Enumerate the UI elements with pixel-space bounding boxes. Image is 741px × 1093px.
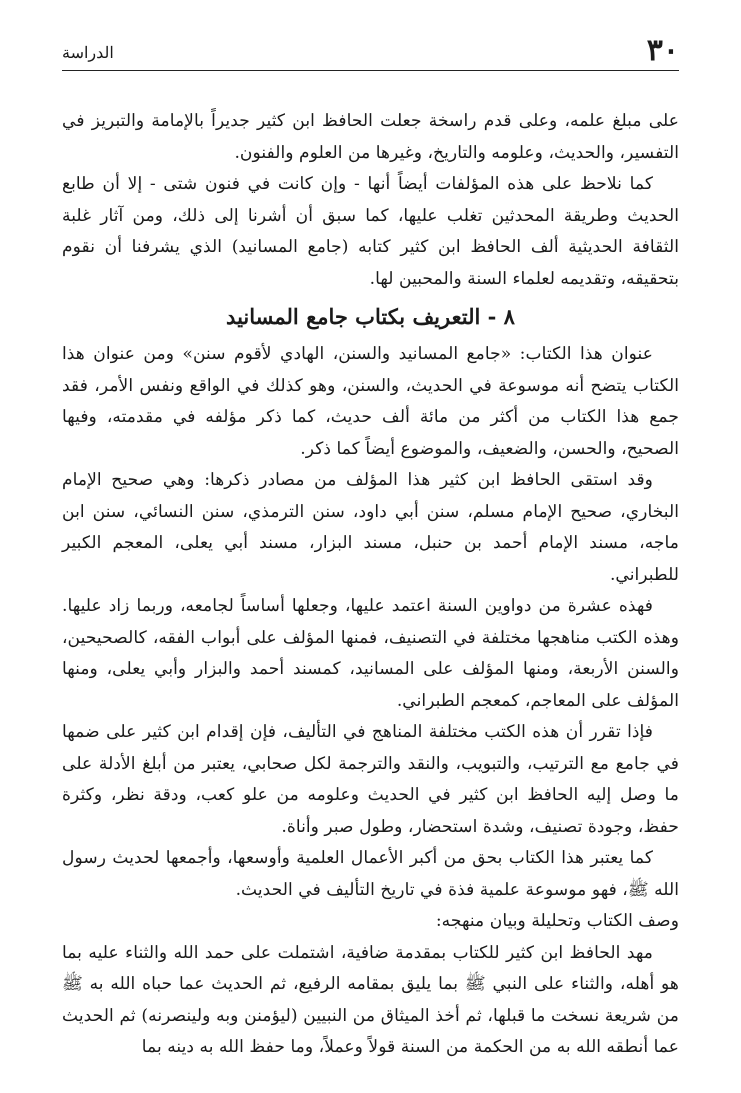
- paragraph: على مبلغ علمه، وعلى قدم راسخة جعلت الحافظ ابن كثير جديراً بالإمامة والتبريز في التفسير، والحديث، وعلومه والتاريخ، وغيرها من العلوم والفنون.: [62, 111, 679, 163]
- page-body: [62, 106, 679, 1064]
- paragraph: وقد استقى الحافظ ابن كثير هذا المؤلف من مصادر ذكرها: وهي صحيح الإمام البخاري، صحيح الإمام مسلم، سنن أبي داود، سنن الترمذي، سنن النسائي، سنن ابن ماجه، مسند الإمام أحمد بن حنبل، مسند البزار، مسند أبي يعلى، المعجم الكبير للطبراني.: [62, 470, 679, 585]
- paragraph: مهد الحافظ ابن كثير للكتاب بمقدمة ضافية، اشتملت على حمد الله والثناء عليه بما هو أهله، والثناء على النبي ﷺ بما يليق بمقامه الرفيع، ثم الحديث عما حباه الله به ﷺ من شريعة نسخت ما قبلها، ثم أخذ الميثاق من النبيين (ليؤمنن وبه ولينصرنه) ثم الحديث عما أنطقه الله به من الحكمة من السنة قولاً وعملاً، وما حفظ الله به دينه بما: [62, 942, 679, 1057]
- paragraph: كما نلاحظ على هذه المؤلفات أيضاً أنها - وإن كانت في فنون شتى - إلا أن طابع الحديث وطريقة المحدثين تغلب عليها، كما سبق أن أشرنا إلى ذلك، ومن آثار غلبة الثقافة الحديثية ألف الحافظ ابن كثير كتابه (جامع المسانيد) الذي يشرفنا أن نقوم بتحقيقه، وتقديمه لعلماء السنة والمحبين لها.: [62, 174, 679, 289]
- running-title: الدراسة: [62, 43, 114, 62]
- page-number: ٣٠: [646, 33, 679, 68]
- page-header: [62, 33, 679, 68]
- paragraph: فإذا تقرر أن هذه الكتب مختلفة المناهج في التأليف، فإن إقدام ابن كثير على ضمها في جامع مع الترتيب، والتبويب، والنقد والترجمة لكل صحابي، يعتبر من أبلغ الأدلة على ما وصل إليه الحافظ ابن كثير في الحديث وعلومه من علو كعب، ودقة نظر، وكثرة حفظ، وجودة تصنيف، وشدة استحضار، وطول صبر وأناة.: [62, 722, 679, 837]
- paragraph: عنوان هذا الكتاب: «جامع المسانيد والسنن، الهادي لأقوم سنن» ومن عنوان هذا الكتاب يتضح أنه موسوعة في الحديث، والسنن، وهو كذلك في الواقع ونفس الأمر، فقد جمع هذا الكتاب من أكثر من مائة ألف حديث، كما ذكر مؤلفه في مقدمته، وفيها الصحيح، والحسن، والضعيف، والموضوع أيضاً كما ذكر.: [62, 344, 679, 459]
- header-divider: [62, 70, 679, 71]
- paragraph: فهذه عشرة من دواوين السنة اعتمد عليها، وجعلها أساساً لجامعه، وربما زاد عليها. وهذه الكتب مناهجها مختلفة في التصنيف، فمنها المؤلف على أبواب الفقه، كالصحيحين، والسنن الأربعة، ومنها المؤلف على المسانيد، كمسند أحمد والبزار وأبي يعلى، ومنها المؤلف على المعاجم، كمعجم الطبراني.: [62, 596, 679, 711]
- paragraph: كما يعتبر هذا الكتاب بحق من أكبر الأعمال العلمية وأوسعها، وأجمعها لحديث رسول الله ﷺ، فهو موسوعة علمية فذة في تاريخ التأليف في الحديث.: [62, 848, 679, 900]
- subheading: وصف الكتاب وتحليلة وبيان منهجه:: [435, 911, 679, 931]
- section-heading: ٨ - التعريف بكتاب جامع المسانيد: [226, 304, 515, 329]
